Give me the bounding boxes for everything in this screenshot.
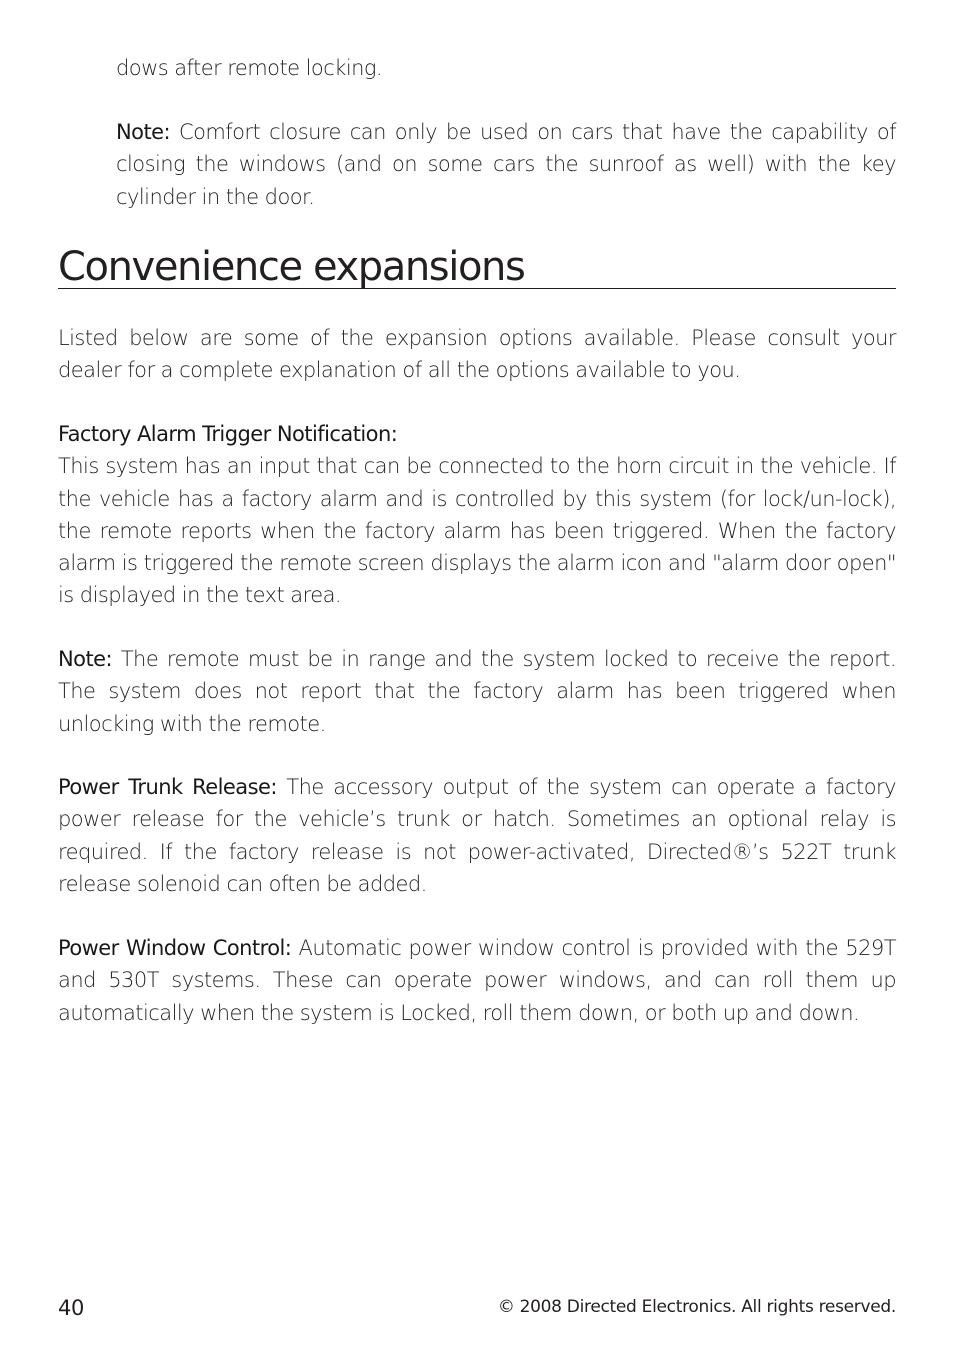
factory-alarm-label-line <box>58 418 896 450</box>
page-number: 40 <box>58 1296 85 1320</box>
factory-alarm-block <box>58 418 896 612</box>
continuation-body: dows after remote locking. <box>116 56 383 80</box>
intro-paragraph: Listed below are some of the expansion options available. Please consult your dealer for a complete explanation of all the options available to you. <box>58 326 896 383</box>
power-window-label: Power Window Control: <box>58 936 292 960</box>
section-heading-rule <box>58 238 896 289</box>
factory-alarm-label: Factory Alarm Trigger Notification: <box>58 422 398 446</box>
power-trunk-label: Power Trunk Release: <box>58 775 277 799</box>
comfort-closure-note <box>116 116 896 213</box>
note-label: Note: <box>116 120 171 144</box>
power-window-body: Automatic power window control is provided with the 529T and 530T systems. These can operate power windows, and can roll them up automatically when the system is Locked, roll them down, or both up and down. <box>58 936 896 1025</box>
note-body: Comfort closure can only be used on cars that have the capability of closing the windows (and on some cars the sunroof as well) with the key cylinder in the door. <box>116 120 896 209</box>
section-heading: Convenience expansions <box>58 244 525 290</box>
range-note <box>58 643 896 740</box>
copyright-notice: © 2008 Directed Electronics. All rights reserved. <box>497 1297 896 1317</box>
continuation-text <box>116 52 896 84</box>
factory-alarm-text: This system has an input that can be connected to the horn circuit in the vehicle. If the vehicle has a factory alarm and is controlled by this system (for lock/un-lock), the remote reports when the factory alarm has been triggered. When the factory alarm is triggered the remote screen displays the alarm icon and "alarm door open" is displayed in the text area. <box>58 454 896 608</box>
range-note-body: The remote must be in range and the system locked to receive the report. The system does not report that the factory alarm has been triggered when unlocking with the remote. <box>58 647 896 736</box>
power-trunk-paragraph <box>58 771 896 900</box>
range-note-label: Note: <box>58 647 113 671</box>
power-window-paragraph <box>58 932 896 1029</box>
power-trunk-body: The accessory output of the system can operate a factory power release for the vehicle’s trunk or hatch. Sometimes an optional relay is required. If the factory release is not power-activated, Directed®’s 522T trunk release solenoid can often be added. <box>58 775 896 896</box>
